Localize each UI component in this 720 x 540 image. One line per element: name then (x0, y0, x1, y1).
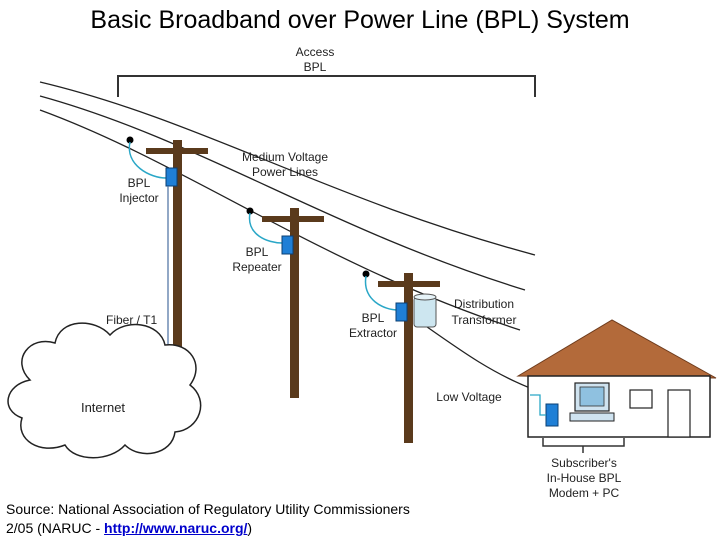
source-line-1: Source: National Association of Regulatory Utility Commissioners (6, 501, 410, 517)
bpl-extractor-device (396, 303, 407, 321)
internet-cloud (8, 323, 201, 458)
low-voltage-label: Low Voltage (436, 390, 502, 404)
injector-label-line1: BPL (127, 176, 151, 190)
subscriber-label-line1: Subscriber's (551, 456, 617, 470)
repeater-label-line2: Repeater (232, 260, 282, 274)
bpl-repeater-device (282, 236, 293, 254)
bpl-injector-device (166, 168, 177, 186)
medium-voltage-lines (40, 82, 535, 330)
naruc-link[interactable]: http://www.naruc.org/ (104, 520, 248, 536)
mv-label-line2: Power Lines (251, 165, 319, 179)
subscriber-label-line2: In-House BPL (546, 471, 622, 485)
source-line-2-prefix: 2/05 (NARUC - (6, 520, 105, 536)
subscriber-label-line3: Modem + PC (548, 486, 620, 500)
access-label-line1: Access (295, 45, 335, 59)
page-title: Basic Broadband over Power Line (BPL) System (90, 6, 630, 34)
source-line-2 (6, 519, 410, 538)
repeater-label-line1: BPL (245, 245, 269, 259)
extractor-label-line1: BPL (361, 311, 385, 325)
fiber-label: Fiber / T1 (106, 313, 158, 327)
mv-label-line1: Medium Voltage (241, 150, 329, 164)
low-voltage-line (420, 322, 530, 388)
bpl-modem-icon (546, 404, 558, 426)
access-label-line2: BPL (303, 60, 327, 74)
subscriber-bracket (543, 438, 624, 446)
distribution-transformer (414, 294, 436, 327)
extractor-label-line2: Extractor (348, 326, 398, 340)
injector-label-line2: Injector (119, 191, 159, 205)
source-line-2-suffix: ) (247, 520, 253, 536)
transformer-label-line2: Transformer (451, 313, 517, 327)
internet-label: Internet (80, 400, 126, 415)
source-citation (6, 500, 410, 538)
transformer-label-line1: Distribution (453, 297, 515, 311)
access-bracket (118, 76, 535, 97)
pc-icon (570, 383, 614, 421)
